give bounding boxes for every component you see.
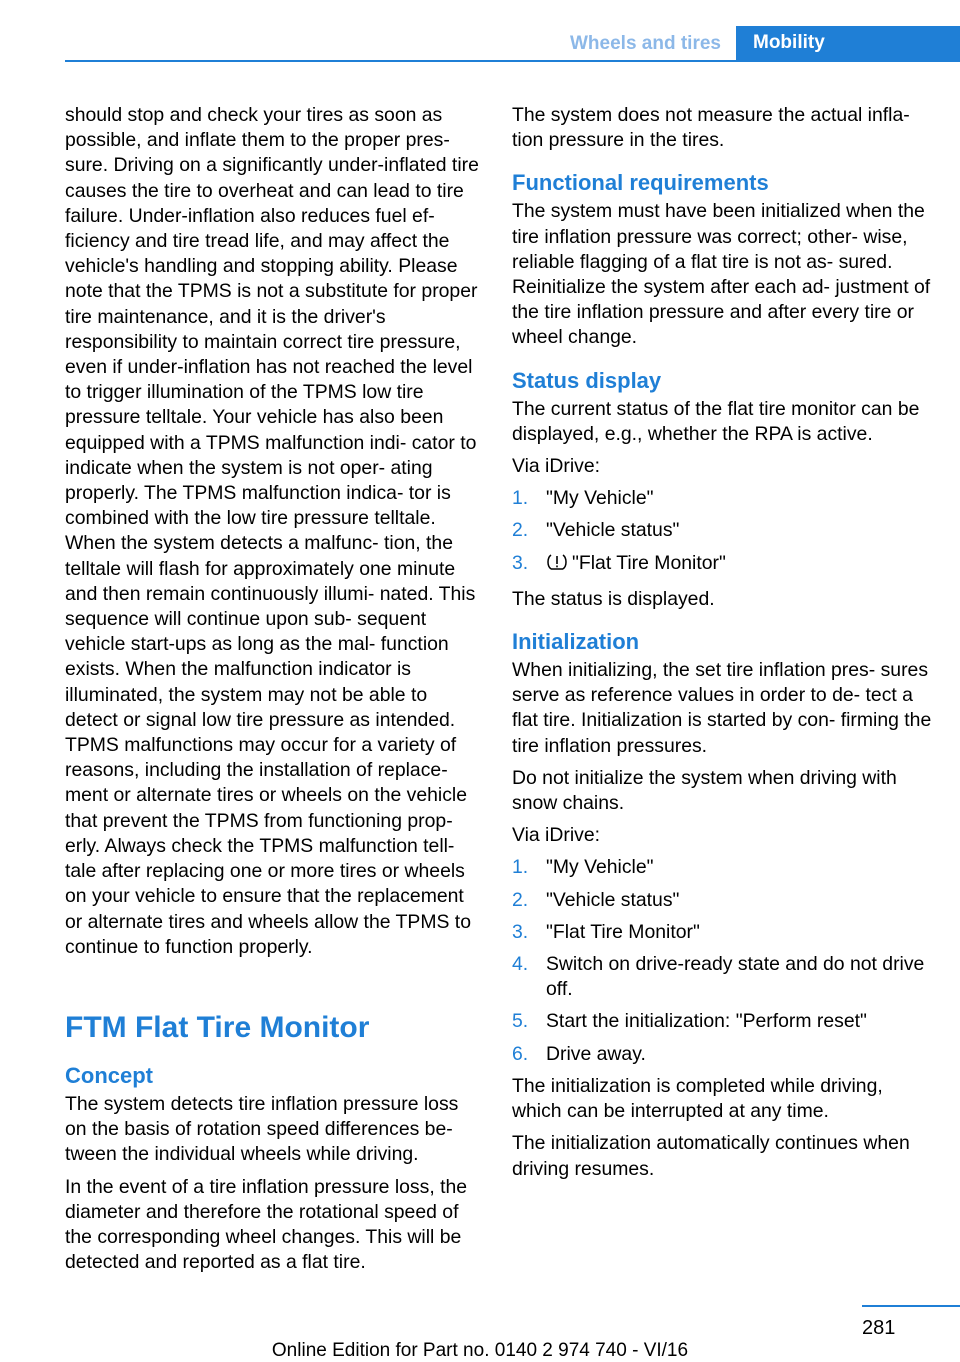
status-display-heading: Status display [512, 367, 662, 393]
left-column [65, 103, 485, 1282]
ftm-main-heading: FTM Flat Tire Monitor [65, 1010, 370, 1044]
list-item [512, 888, 932, 913]
step-number: 2. [512, 888, 529, 911]
list-item [512, 1042, 932, 1067]
initialization-paragraph-2: Do not initialize the system when driving with snow chains. [512, 766, 897, 815]
step-number: 1. [512, 487, 529, 510]
step-number: 1. [512, 856, 529, 879]
via-idrive-label: Via iDrive: [512, 455, 601, 478]
step-text: "My Vehicle" [546, 856, 654, 879]
flat-tire-warning-icon [546, 553, 568, 580]
status-result: The status is displayed. [512, 587, 715, 610]
step-number: 6. [512, 1042, 529, 1065]
right-column [512, 103, 932, 1189]
concept-paragraph-1: The system detects tire inflation pressure loss on the basis of rotation speed differences be‐ tween the individual wheels while driving. [65, 1092, 459, 1166]
step-number: 4. [512, 953, 529, 976]
list-item [512, 952, 932, 1002]
step-text: Start the initialization: "Perform reset" [546, 1010, 867, 1033]
initialization-steps-list [512, 855, 932, 1066]
step-text: "Vehicle status" [546, 888, 680, 911]
step-text: "My Vehicle" [546, 487, 654, 510]
list-item [512, 551, 932, 580]
edition-footer: Online Edition for Part no. 0140 2 974 740 - VI/16 [271, 1340, 689, 1361]
footer-divider [862, 1305, 960, 1307]
header-divider [65, 60, 960, 62]
initialization-heading: Initialization [512, 629, 640, 655]
list-item [512, 920, 932, 945]
initialization-paragraph-3: The initialization is completed while driving, which can be interrupted at any time. [512, 1074, 883, 1123]
via-idrive-label-2: Via iDrive: [512, 824, 601, 847]
initialization-paragraph-4: The initialization automatically continues when driving resumes. [512, 1132, 910, 1180]
list-item [512, 1009, 932, 1034]
functional-requirements-heading: Functional requirements [512, 170, 769, 196]
status-display-paragraph: The current status of the flat tire monitor can be displayed, e.g., whether the RPA is active. [512, 397, 920, 445]
step-number: 2. [512, 519, 529, 542]
measurement-note: The system does not measure the actual infla‐ tion pressure in the tires. [512, 104, 910, 152]
step-text: "Flat Tire Monitor" [572, 551, 726, 574]
concept-paragraph-2: In the event of a tire inflation pressure loss, the diameter and therefore the rotational speed of the corresponding wheel changes. This will be detected and reported as a flat tire. [65, 1175, 468, 1274]
initialization-paragraph-1: When initializing, the set tire inflation pres‐ sures serve as reference values in order to de‐ tect a flat tire. Initialization is started by con‐ firming the tire inflation pressures. [512, 659, 932, 757]
status-steps-list [512, 486, 932, 580]
step-number: 3. [512, 551, 529, 574]
step-text: Drive away. [546, 1042, 646, 1065]
header-chapter-tab: Mobility [736, 26, 960, 62]
step-text: Switch on drive-ready state and do not drive off. [546, 953, 925, 1001]
concept-heading: Concept [65, 1062, 153, 1088]
header-section-title: Wheels and tires [570, 33, 721, 54]
list-item [512, 855, 932, 880]
step-number: 3. [512, 920, 529, 943]
step-text: "Flat Tire Monitor" [546, 920, 700, 943]
functional-requirements-paragraph: The system must have been initialized when the tire inflation pressure was correct; other‐ wise, reliable flagging of a flat tire is not as‐ sured. Reinitialize the system after each ad‐ justment of the tire inflation pressure and after every tire or wheel change. [512, 200, 931, 349]
page-number: 281 [862, 1317, 896, 1339]
list-item [512, 518, 932, 543]
step-text: "Vehicle status" [546, 519, 680, 542]
tpms-intro-paragraph: should stop and check your tires as soon as possible, and inflate them to the proper pres‐ sure. Driving on a significantly under-inflated tire causes the tire to overheat and can lead to tire failure. Under-inflation also reduces fuel ef‐ ficiency and tire tread life, and may affect the vehicle's handling and stopping ability. Please note that the TPMS is not a substitute for proper tire maintenance, and it is the driver's responsibility to maintain correct tire pressure, even if under-inflation has not reached the level to trigger illumination of the TPMS low tire pressure telltale. Your vehicle has also been equipped with a TPMS malfunction indi‐ cator to indicate when the system is not oper‐ ating properly. The TPMS malfunction indica‐ tor is combined with the low tire pressure telltale. When the system detects a malfunc‐ tion, the telltale will flash for approximately one minute and then remain continuously illumi‐ nated. This sequence will continue upon sub‐ sequent vehicle start-ups as long as the mal‐ function exists. When the malfunction indicator is illuminated, the system may not be able to detect or signal low tire pressure as intended. TPMS malfunctions may occur for a variety of reasons, including the installation of replace‐ ment or alternate tires or wheels on the vehicle that prevent the TPMS from functioning prop‐ erly. Always check the TPMS malfunction tell‐ tale after replacing one or more tires or wheels on your vehicle to ensure that the replacement or alternate tires and wheels allow the TPMS to continue to function properly. [65, 104, 479, 958]
list-item [512, 486, 932, 511]
step-number: 5. [512, 1010, 529, 1033]
